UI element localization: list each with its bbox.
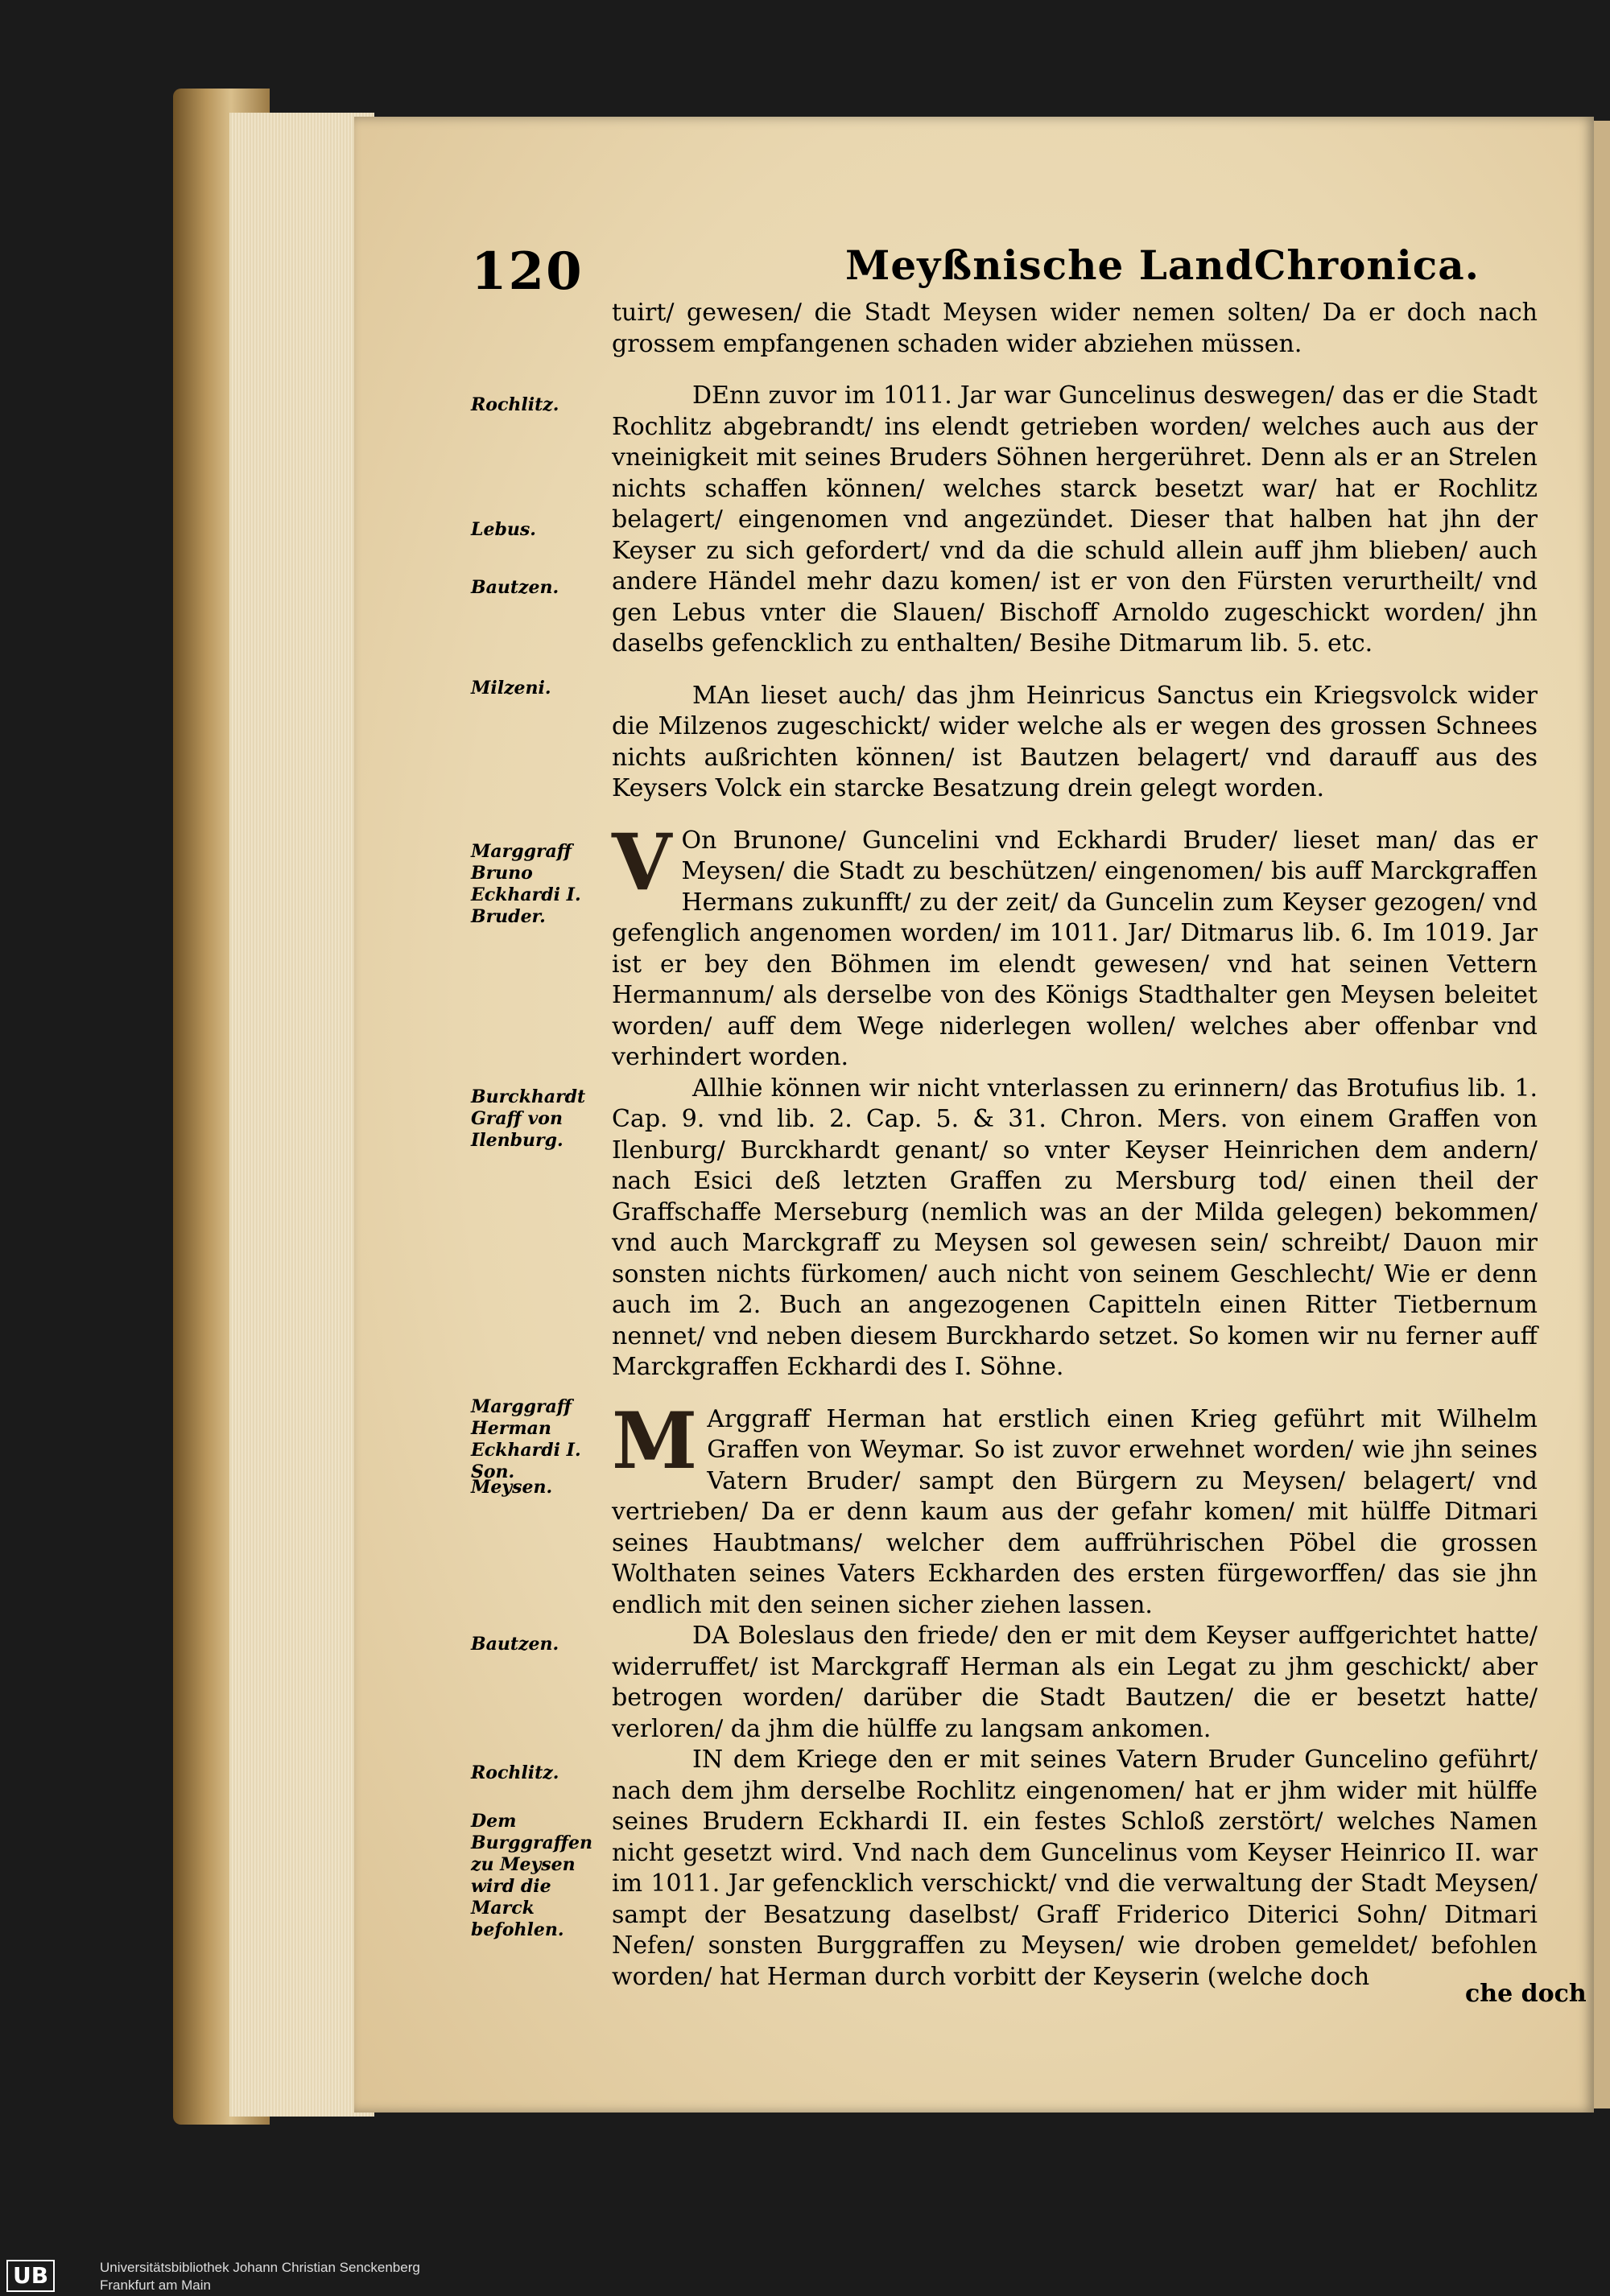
margin-note: Bautzen. <box>471 1634 559 1655</box>
margin-note: Rochlitz. <box>471 394 559 415</box>
paragraph-with-initial <box>612 816 1538 1074</box>
paragraph: IN dem Kriege den er mit seines Vatern Bruder Guncelino geführt/ nach dem jhm derselbe Rochlitz eingenomen/ hat er jhm wider mit hülffe seines Brudern Eckhardi II. ein festes Schloß zerstört/ welches Namen nicht gesetzt wird. Vnd nach dem Guncelinus vom Keyser Heinrico II. war im 1011. Jar gefencklich verschickt/ vnd die verwaltung der Stadt Meysen/ sampt der Besatzung daselbst/ Graff Friderico Diterici Sohn/ Ditmari Nefen/ sonsten Burggraffen zu Meysen/ wie droben gemeldet/ befohlen worden/ hat Herman durch vorbitt der Keyserin (welche doch <box>612 1746 1538 1991</box>
page-number: 120 <box>471 241 584 302</box>
margin-note: Marggraff Herman Eckhardi I. Son. <box>471 1396 581 1482</box>
margin-note: Marggraff Bruno Eckhardi I. Bruder. <box>471 841 581 927</box>
margin-note: Rochlitz. <box>471 1762 559 1783</box>
drop-cap: M <box>612 1395 698 1486</box>
catchword: che doch <box>1465 1980 1587 2008</box>
library-name: Universitätsbibliothek Johann Christian Senckenberg <box>100 2260 420 2275</box>
margin-note: Burckhardt Graff von Ilenburg. <box>471 1086 586 1151</box>
margin-note: Lebus. <box>471 519 536 540</box>
paragraph-text: Arggraff Herman hat erstlich einen Krieg geführt mit Wilhelm Graffen von Weymar. So ist zuvor erwehnet worden/ wie jhn seines Vatern Bruder/ sampt den Bürgern zu Meysen/ belagert/ vnd vertrieben/ Da er denn kaum aus der gefahr komen/ mit hülffe Ditmari seines Haubtmans/ welcher dem auffrührischen Pöbel die grossen Wolthaten seines Vaters Eckharden des ersten fürgeworffen/ das sie jhn endlich mit den seinen sicher ziehen lassen. <box>612 1404 1538 1619</box>
running-title: Meyßnische LandChronica. <box>845 241 1480 289</box>
paragraph: MAn lieset auch/ das jhm Heinricus Sanctus ein Kriegsvolck wider die Milzenos zugeschickt/ wider welche als er wegen des grossen Schnees nichts außrichten können/ ist Bautzen belagert/ vnd darauff aus des Keysers Volck ein starcke Besatzung drein gelegt worden. <box>612 681 1538 802</box>
drop-cap: V <box>612 816 672 908</box>
margin-notes <box>471 386 604 1980</box>
page-edges <box>229 113 374 2117</box>
paragraph-text: On Brunone/ Guncelini vnd Eckhardi Bruder/ lieset man/ das er Meysen/ die Stadt zu beschützen/ eingenomen/ bis auff Marckgraffen Hermans zukunfft/ zu der zeit/ da Guncelin zum Keyser gezogen/ vnd gefenglich angenomen worden/ im 1011. Jar/ Ditmarus lib. 6. Im 1019. Jar ist er bey den Böhmen im elendt gewesen/ vnd hat seinen Vettern Hermannum/ als derselbe von des Königs Stadthalter gen Meysen beleitet worden/ auff dem Wege niderlegen wollen/ welches aber offenbar vnd verhindert worden. <box>612 826 1538 1071</box>
paragraph: DEnn zuvor im 1011. Jar war Guncelinus deswegen/ das er die Stadt Rochlitz abgebrandt/ ins elendt getrieben worden/ welches auch aus der vneinigkeit mit seines Bruders Söhnen hergerühret. Denn als er an Strelen nichts schaffen können/ welches starck besetzt war/ hat er Rochlitz belagert/ eingenomen vnd angezündet. Dieser that halben hat jhn der Keyser zu sich gefordert/ vnd da die schuld allein auff jhm blieben/ auch andere Händel mehr dazu komen/ ist er von den Fürsten verurtheilt/ vnd gen Lebus vnter die Slauen/ Bischoff Arnoldo zugeschickt worden/ jhn daselbs gefencklich zu enthalten/ Besihe Ditmarum lib. 5. etc. <box>612 381 1538 657</box>
paragraph-with-initial <box>612 1395 1538 1622</box>
margin-note: Dem Burggraffen zu Meysen wird die Marck befohlen. <box>471 1811 592 1940</box>
paragraph: DA Boleslaus den friede/ den er mit dem Keyser auffgerichtet hatte/ widerruffet/ ist Marckgraff Herman als ein Legat zu jhm geschickt/ aber betrogen worden/ darüber die Stadt Bautzen/ die er besetzt hatte/ verloren/ da jhm die hülffe zu langsam ankomen. <box>612 1622 1538 1743</box>
margin-note: Bautzen. <box>471 577 559 598</box>
paragraph: Allhie können wir nicht vnterlassen zu erinnern/ das Brotufius lib. 1. Cap. 9. vnd lib. 2. Cap. 5. & 31. Chron. Mers. von einem Graffen von Ilenburg/ Burckhardt genant/ so vnter Keyser Heinrichen dem andern/ nach Esici deß letzten Graffen zu Mersburg tod/ einen theil der Graffschaffe Merseburg (nemlich was an der Milda gelegen) bekommen/ vnd auch Marckgraff zu Meysen sol gewesen sein/ schreibt/ Dauon mir sonsten nichts fürkomen/ auch nicht von seinem Geschlecht/ Wie er denn auch im 2. Buch an angezogenen Capitteln einen Ritter Tietbernum nennet/ vnd neben diesem Burckhardo setzet. So komen wir nu ferner auff Marckgraffen Eckhardi des I. Söhne. <box>612 1074 1538 1381</box>
body-text <box>612 298 1538 2012</box>
margin-note: Milzeni. <box>471 678 551 699</box>
library-city: Frankfurt am Main <box>100 2277 211 2293</box>
paragraph: tuirt/ gewesen/ die Stadt Meysen wider nemen solten/ Da er doch nach grossem empfangenen schaden wider abziehen müssen. <box>612 299 1538 358</box>
library-logo: UB <box>6 2260 55 2292</box>
margin-note: Meysen. <box>471 1477 553 1498</box>
